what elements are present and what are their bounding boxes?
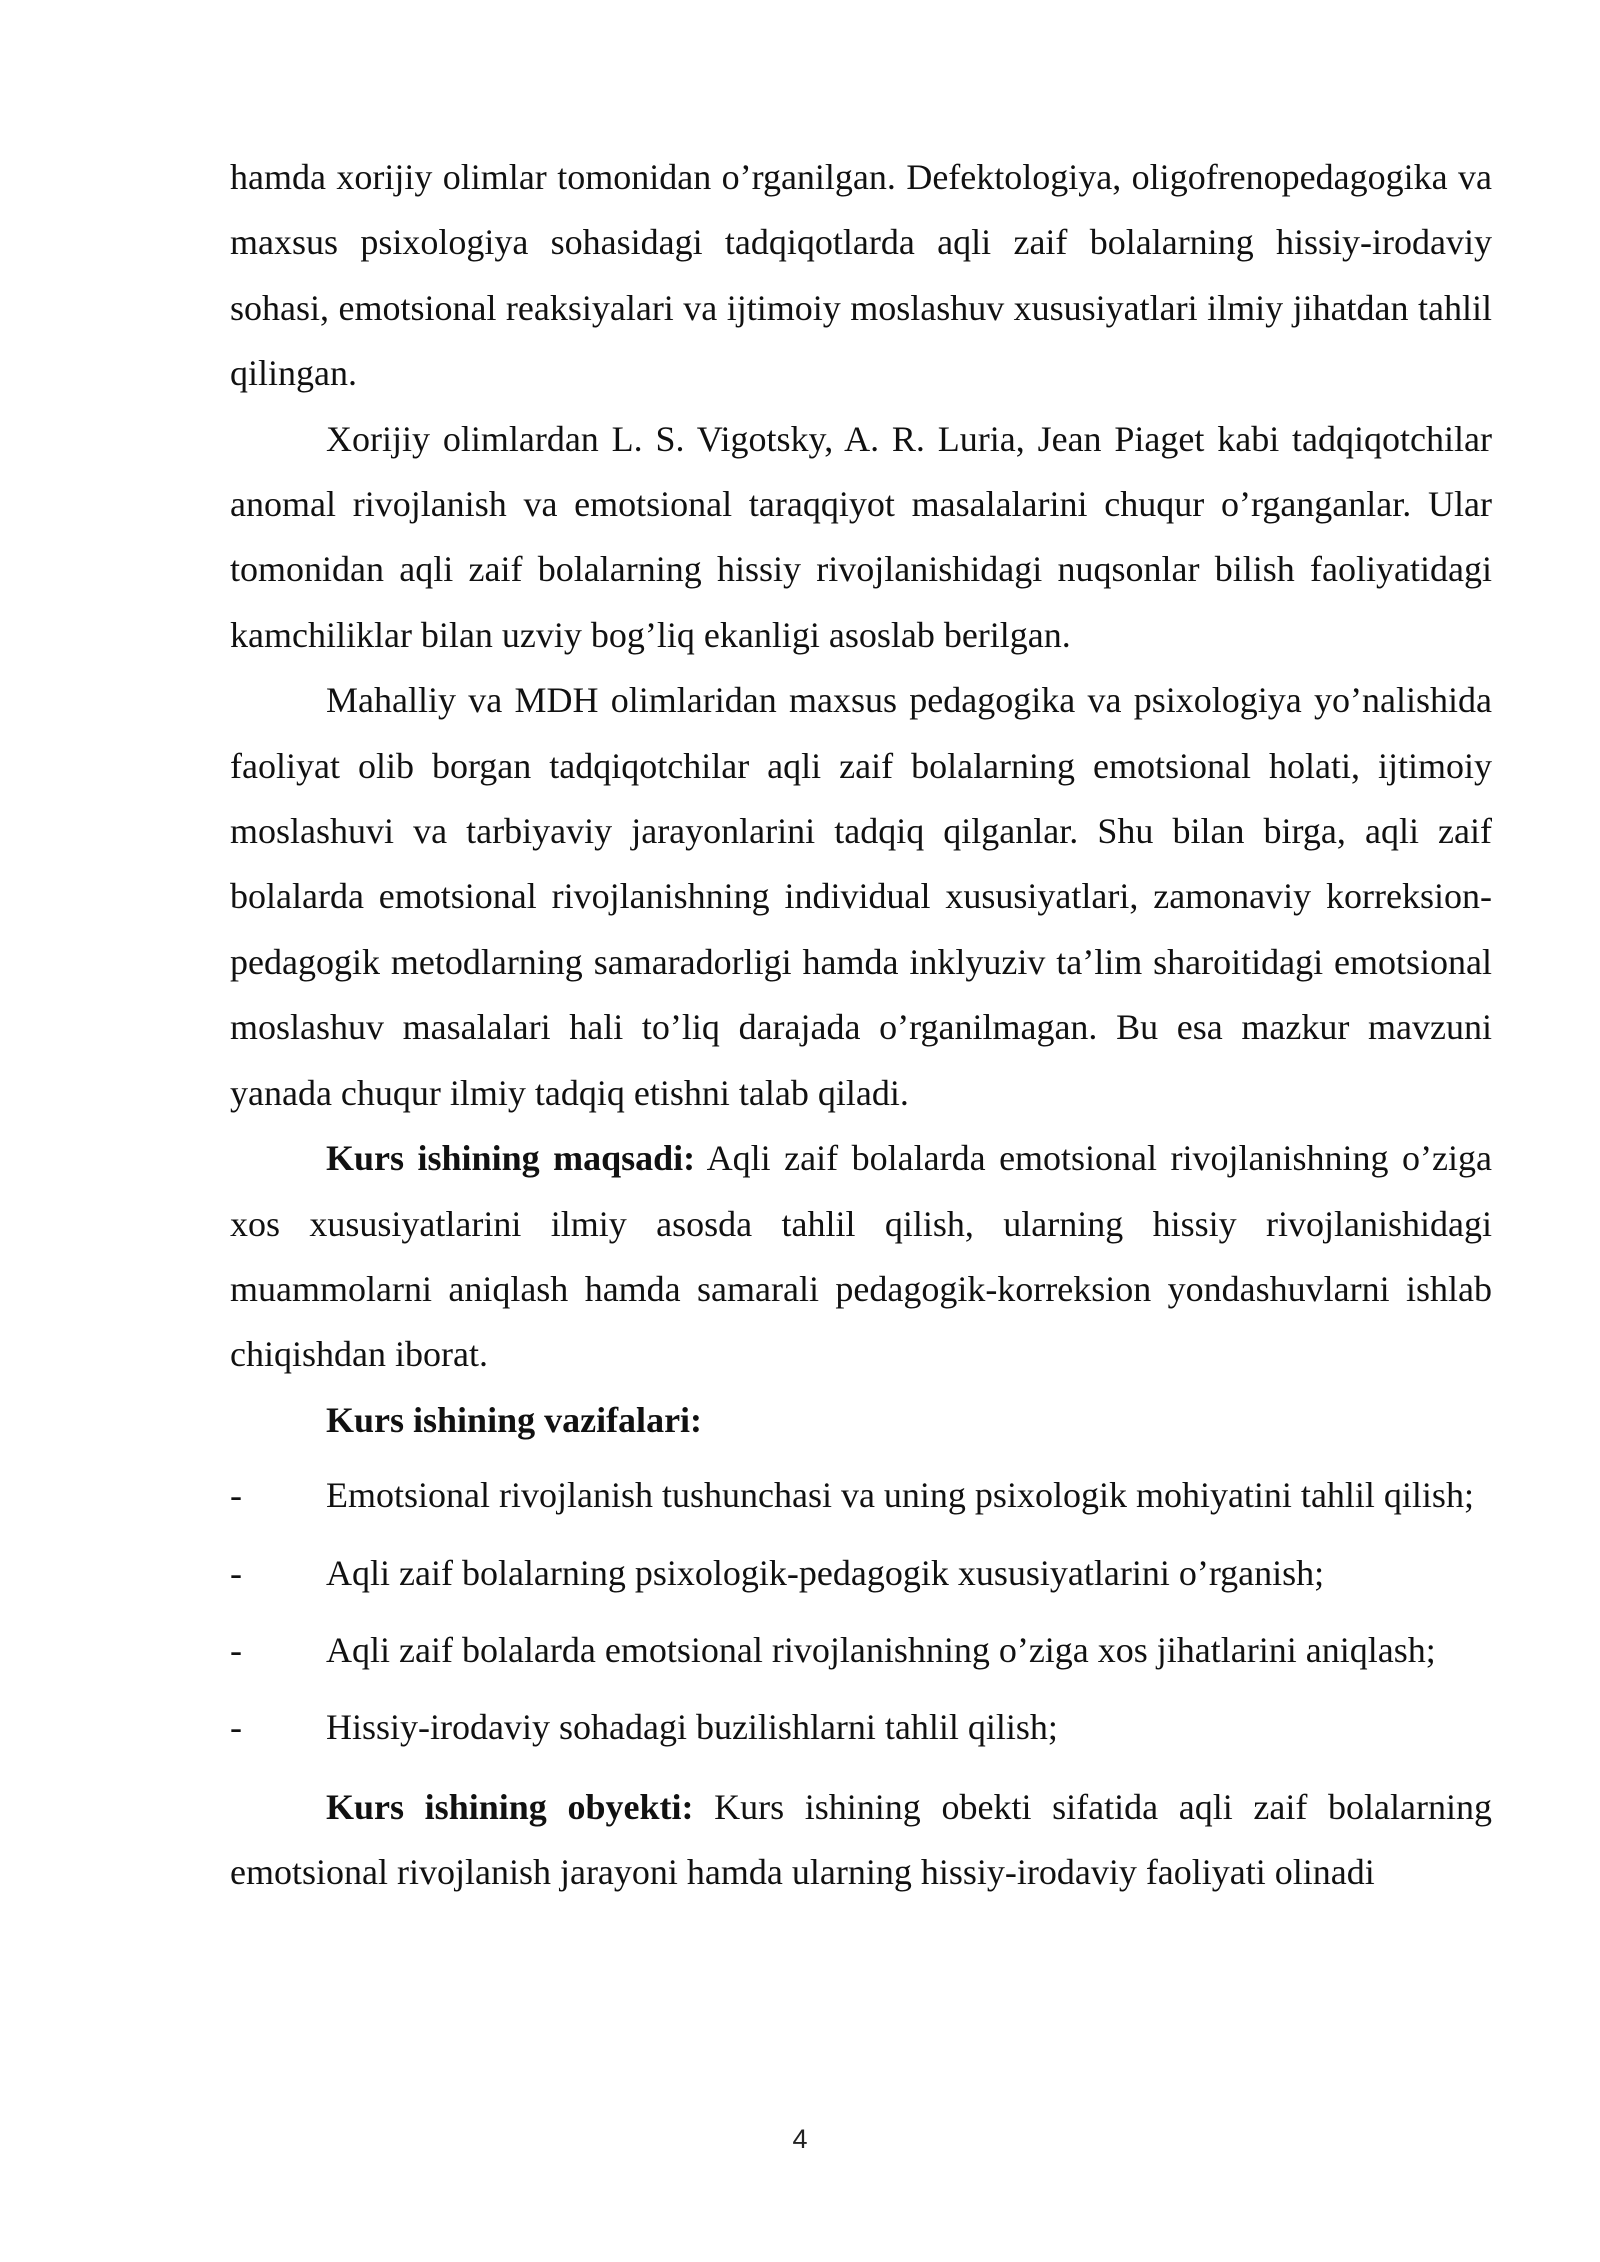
page-body — [230, 145, 1492, 1906]
list-item — [230, 1539, 1492, 1616]
list-item — [230, 1461, 1492, 1538]
list-bullet: - — [230, 1552, 242, 1593]
course-tasks-heading: Kurs ishining vazifalari: — [326, 1399, 703, 1440]
paragraph-course-object — [230, 1775, 1492, 1906]
list-bullet: - — [230, 1629, 242, 1670]
list-item-text: Aqli zaif bolalarning psixologik-pedagogik xususiyatlarini o’rganish; — [326, 1552, 1325, 1593]
list-item-text: Hissiy-irodaviy sohadagi buzilishlarni tahlil qilish; — [326, 1707, 1058, 1748]
course-goal-label: Kurs ishining maqsadi: — [326, 1138, 696, 1179]
paragraph-intro-continuation: hamda xorijiy olimlar tomonidan o’rganilgan. Defektologiya, oligofrenopedagogika va maxsus psixologiya sohasidagi tadqiqotlarda aqli zaif bolalarning hissiy-irodaviy sohasi, emotsional reaksiyalari va ijtimoiy moslashuv xususiyatlari ilmiy jihatdan tahlil qilingan. — [230, 157, 1492, 394]
course-object-label: Kurs ishining obyekti: — [326, 1786, 694, 1827]
course-tasks-list — [230, 1461, 1492, 1771]
paragraph-course-goal — [230, 1126, 1492, 1388]
paragraph-foreign-scholars: Xorijiy olimlardan L. S. Vigotsky, A. R. Luria, Jean Piaget kabi tadqiqotchilar anomal rivojlanish va emotsional taraqqiyot masalalarini chuqur o’rganganlar. Ular tomonidan aqli zaif bolalarning hissiy rivojlanishidagi nuqsonlar bilish faoliyatidagi kamchiliklar bilan uzviy bog’liq ekanligi asoslab berilgan. — [230, 418, 1492, 655]
paragraph-local-scholars: Mahalliy va MDH olimlaridan maxsus pedagogika va psixologiya yo’nalishida faoliyat olib borgan tadqiqotchilar aqli zaif bolalarning emotsional holati, ijtimoiy moslashuvi va tarbiyaviy jarayonlarini tadqiq qilganlar. Shu bilan birga, aqli zaif bolalarda emotsional rivojlanishning individual xususiyatlari, zamonaviy korreksion-pedagogik metodlarning samaradorligi hamda inklyuziv ta’lim sharoitidagi emotsional moslashuv masalalari hali to’liq darajada o’rganilmagan. Bu esa mazkur mavzuni yanada chuqur ilmiy tadqiq etishni talab qiladi. — [230, 680, 1492, 1113]
list-item-text: Aqli zaif bolalarda emotsional rivojlanishning o’ziga xos jihatlarini aniqlash; — [326, 1629, 1436, 1670]
list-item — [230, 1616, 1492, 1693]
list-item — [230, 1693, 1492, 1770]
course-goal-text: Aqli zaif bolalarda emotsional rivojlanishning o’ziga xos xususiyatlarini ilmiy asosda tahlil qilish, ularning hissiy rivojlanishidagi muammolarni aniqlash hamda samarali pedagogik-korreksion yondashuvlarni ishlab chiqishdan iborat. — [230, 1138, 1492, 1375]
list-item-text: Emotsional rivojlanish tushunchasi va uning psixologik mohiyatini tahlil qilish; — [326, 1475, 1474, 1516]
list-bullet: - — [230, 1707, 242, 1748]
list-bullet: - — [230, 1475, 242, 1516]
page-number: 4 — [792, 2124, 808, 2154]
course-object-text: Kurs ishining obekti sifatida aqli zaif bolalarning emotsional rivojlanish jarayoni hamda ularning hissiy-irodaviy faoliyati olinadi — [230, 1786, 1493, 1893]
